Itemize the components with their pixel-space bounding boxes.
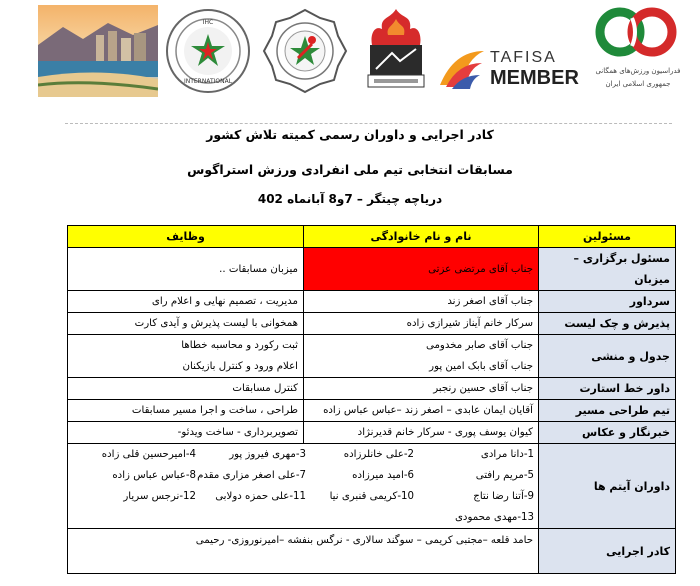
duty-cell — [68, 313, 304, 335]
role-cell: تیم طراحی مسیر — [539, 400, 676, 422]
seal-sub-text: IHC — [202, 19, 214, 26]
beach-city-photo — [38, 5, 158, 97]
table-row — [68, 248, 676, 291]
name-cell — [304, 422, 539, 444]
name-line: آقایان ایمان عابدی – اصغر زند –عباس عباس زاده — [323, 405, 533, 416]
name-line: جناب آقای بابک امین پور — [429, 361, 533, 372]
duty-line: میزبان مسابقات .. — [219, 263, 298, 275]
judge-name: 4-امیرحسین قلی زاده — [101, 449, 196, 460]
table-row — [68, 378, 676, 400]
judge-name: 6-امید میرزاده — [352, 470, 414, 481]
duty-line: کنترل مسابقات — [232, 383, 298, 394]
name-cell — [304, 291, 539, 313]
role-cell: مسئول برگزاری – میزبان — [539, 248, 676, 291]
role-cell: خبرنگار و عکاس — [539, 422, 676, 444]
judges-line — [72, 465, 534, 486]
name-line: کیوان یوسف پوری - سرکار خانم قدیرنژاد — [357, 427, 533, 438]
duty-cell — [68, 335, 304, 378]
judge-name: 1-دانا مرادی — [480, 449, 534, 460]
table-row — [68, 422, 676, 444]
name-cell — [304, 378, 539, 400]
exec-names: حامد قلعه –مجتبی کریمی – سوگند سالاری - نرگس بنفشه –امیرنوروزی- رحیمی — [68, 529, 539, 574]
name-line: جناب آقای مرتضی عزتی — [428, 263, 533, 275]
jumper-emblem-icon — [262, 8, 348, 94]
table-row — [68, 291, 676, 313]
federation-country: جمهوری اسلامی ایران — [605, 80, 671, 88]
judge-name: 7-علی اصغر مزاری مقدم — [197, 470, 306, 481]
name-cell — [304, 400, 539, 422]
name-cell — [304, 248, 539, 291]
horse-federation-seal-icon — [165, 8, 251, 94]
judges-list — [68, 444, 539, 529]
name-line: جناب آقای اصغر زند — [447, 296, 533, 307]
doc-title: کادر اجرایی و داوران رسمی کمیته تلاش کشور — [206, 127, 494, 142]
tafisa-word: TAFISA — [490, 49, 557, 66]
judges-line — [72, 444, 534, 465]
tafisa-member-logo — [436, 45, 586, 93]
member-word: MEMBER — [490, 67, 579, 89]
judge-name: 12-نرجس سریار — [123, 491, 196, 502]
judge-name: 13-مهدی محمودی — [454, 512, 534, 523]
header-divider — [65, 123, 672, 124]
staff-table — [67, 225, 676, 574]
role-cell: داور خط استارت — [539, 378, 676, 400]
table-row — [68, 335, 676, 378]
judge-name: 2-علی خانلرزاده — [343, 449, 414, 460]
name-cell — [304, 313, 539, 335]
doc-subtitle: مسابقات انتخابی تیم ملی انفرادی ورزش استراگوس — [187, 162, 513, 177]
exec-row — [68, 529, 676, 574]
flame-club-logo-icon — [362, 5, 430, 97]
table-header-row — [68, 226, 676, 248]
duty-line: همخوانی با لیست پذیرش و آیدی کارت — [134, 318, 298, 329]
header-role: مسئولین — [539, 226, 676, 248]
name-line: جناب آقای حسین رنجبر — [433, 383, 533, 394]
role-cell: جدول و منشی — [539, 335, 676, 378]
duty-line: اعلام ورود و کنترل بازیکنان — [182, 361, 298, 372]
judge-name: 5-مریم رافتی — [475, 470, 534, 481]
duty-cell — [68, 378, 304, 400]
header-duty: وظایف — [68, 226, 304, 248]
duty-cell — [68, 248, 304, 291]
seal-text: INTERNATIONAL — [183, 78, 233, 85]
role-cell: سرداور — [539, 291, 676, 313]
judges-row — [68, 444, 676, 529]
table-row — [68, 400, 676, 422]
name-line: سرکار خانم آیناز شیرازی زاده — [406, 318, 533, 329]
duty-line: تصویربرداری - ساخت ویدئو- — [177, 427, 298, 438]
judges-line — [72, 507, 534, 528]
name-line: جناب آقای صابر مخدومی — [425, 340, 533, 351]
table-row — [68, 313, 676, 335]
judge-name: 9-آتنا رضا نتاج — [473, 491, 534, 502]
name-cell — [304, 335, 539, 378]
duty-cell — [68, 291, 304, 313]
duty-line: طراحی ، ساخت و اجرا مسیر مسابقات — [131, 405, 298, 416]
duty-line: مدیریت ، تصمیم نهایی و اعلام رای — [151, 296, 298, 307]
judge-name: 11-علی حمزه دولابی — [215, 491, 306, 502]
judge-name: 8-عباس عباس زاده — [112, 470, 196, 481]
duty-cell — [68, 400, 304, 422]
doc-date-line: دریاچه چیتگر – 7و8 آبانماه 402 — [257, 192, 443, 206]
role-cell: پذیرش و چک لیست — [539, 313, 676, 335]
federation-name: فدراسیون ورزش‌های همگانی — [595, 67, 681, 75]
duty-cell — [68, 422, 304, 444]
role-cell: کادر اجرایی — [539, 529, 676, 574]
judge-name: 3-مهری فیروز پور — [229, 449, 306, 460]
duty-line: ثبت رکورد و محاسبه خطاها — [181, 340, 298, 351]
judges-line — [72, 486, 534, 507]
judge-name: 10-کریمی قنبری نیا — [329, 491, 414, 502]
role-cell: داوران آیتم ها — [539, 444, 676, 529]
federation-logo — [582, 4, 694, 98]
header-name: نام و نام خانوادگی — [304, 226, 539, 248]
